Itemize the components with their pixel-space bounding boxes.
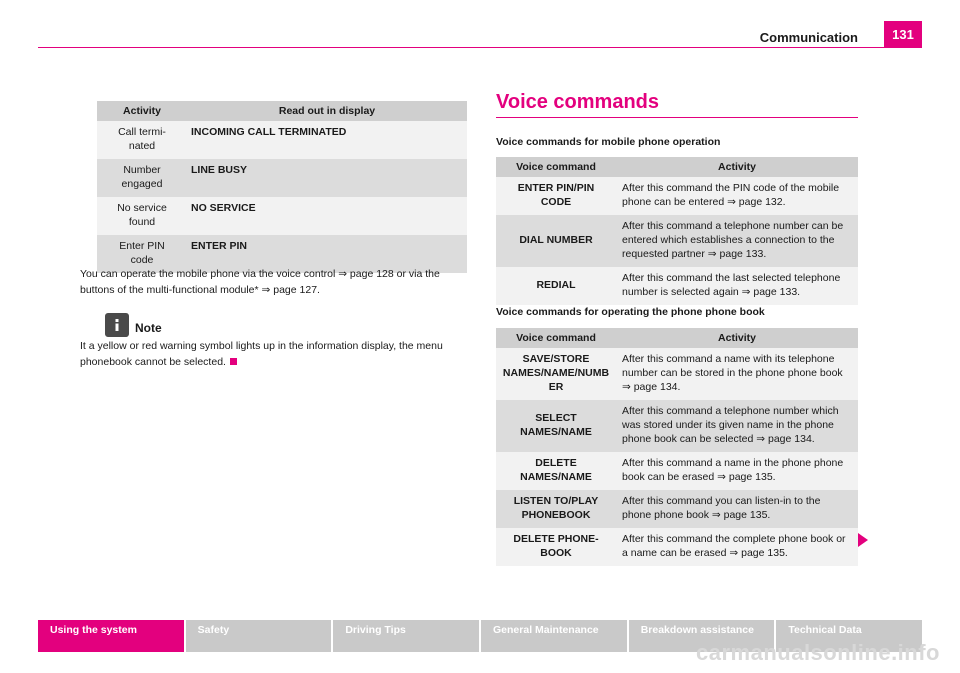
table-row [496, 348, 858, 400]
display-cell: ENTER PIN [187, 235, 467, 273]
table-header-voice-command: Voice command [496, 328, 616, 348]
table-row [496, 267, 858, 305]
command-cell: DELETE PHONE- BOOK [496, 528, 616, 566]
command-cell: DIAL NUMBER [496, 215, 616, 267]
nav-safety[interactable]: Safety [186, 620, 332, 652]
phonebook-commands-table [496, 328, 858, 566]
activity-cell: After this command a name with its telephone number can be stored in the phone phone book ⇒ page 134. [616, 348, 858, 400]
phone-commands-table [496, 157, 858, 305]
table-row [97, 159, 467, 197]
section-rule [496, 117, 858, 118]
display-messages-table [97, 101, 467, 273]
page-number: 131 [884, 21, 922, 48]
table-row [496, 490, 858, 528]
activity-cell: Call termi- nated [97, 121, 187, 159]
note-title: Note [135, 321, 162, 335]
watermark: carmanualsonline.info [696, 640, 940, 665]
table-row [496, 528, 858, 566]
note-icon [105, 313, 129, 337]
end-of-section-icon [230, 358, 237, 365]
activity-cell: Enter PIN code [97, 235, 187, 273]
command-cell: ENTER PIN/PIN CODE [496, 177, 616, 215]
table-row [496, 400, 858, 452]
activity-cell: After this command the complete phone book or a name can be erased ⇒ page 135. [616, 528, 858, 566]
next-page-arrow-icon[interactable] [858, 533, 868, 547]
table-header-display: Read out in display [187, 101, 467, 121]
command-cell: DELETE NAMES/NAME [496, 452, 616, 490]
display-cell: LINE BUSY [187, 159, 467, 197]
table-row [496, 177, 858, 215]
table-header-activity: Activity [97, 101, 187, 121]
header-rule [38, 47, 922, 48]
activity-cell: No service found [97, 197, 187, 235]
activity-cell: After this command the last selected telephone number is selected again ⇒ page 133. [616, 267, 858, 305]
activity-cell: Number engaged [97, 159, 187, 197]
chapter-title: Communication [759, 30, 858, 45]
note-text [80, 338, 470, 370]
nav-general-maintenance[interactable]: General Maintenance [481, 620, 627, 652]
activity-cell: After this command a name in the phone phone book can be erased ⇒ page 135. [616, 452, 858, 490]
voice-control-paragraph: You can operate the mobile phone via the voice control ⇒ page 128 or via the buttons of the multi-functional module* ⇒ page 127. [80, 268, 440, 296]
table-header-voice-command: Voice command [496, 157, 616, 177]
display-cell: INCOMING CALL TERMINATED [187, 121, 467, 159]
activity-cell: After this command a telephone number can be entered which establishes a connection to the requested partner ⇒ page 133. [616, 215, 858, 267]
table-header-activity: Activity [616, 328, 858, 348]
table-header-activity: Activity [616, 157, 858, 177]
table-row [496, 215, 858, 267]
subtitle-mobile-phone: Voice commands for mobile phone operation [496, 136, 721, 148]
nav-technical-data[interactable]: Technical Data [776, 620, 922, 652]
subtitle-phone-book: Voice commands for operating the phone phone book [496, 306, 765, 318]
table-row [97, 197, 467, 235]
command-cell: SAVE/STORE NAMES/NAME/NUMB ER [496, 348, 616, 400]
display-cell: NO SERVICE [187, 197, 467, 235]
activity-cell: After this command the PIN code of the mobile phone can be entered ⇒ page 132. [616, 177, 858, 215]
command-cell: REDIAL [496, 267, 616, 305]
section-title: Voice commands [496, 91, 660, 113]
table-row [97, 121, 467, 159]
nav-using-the-system[interactable]: Using the system [38, 620, 184, 652]
nav-driving-tips[interactable]: Driving Tips [333, 620, 479, 652]
activity-cell: After this command a telephone number which was stored under its given name in the phone phone book can be selected ⇒ page 134. [616, 400, 858, 452]
command-cell: LISTEN TO/PLAY PHONEBOOK [496, 490, 616, 528]
activity-cell: After this command you can listen-in to the phone phone book ⇒ page 135. [616, 490, 858, 528]
nav-breakdown-assistance[interactable]: Breakdown assistance [629, 620, 775, 652]
command-cell: SELECT NAMES/NAME [496, 400, 616, 452]
table-row [496, 452, 858, 490]
note-body: It a yellow or red warning symbol lights up in the information display, the menu phonebook cannot be selected. [80, 340, 443, 368]
